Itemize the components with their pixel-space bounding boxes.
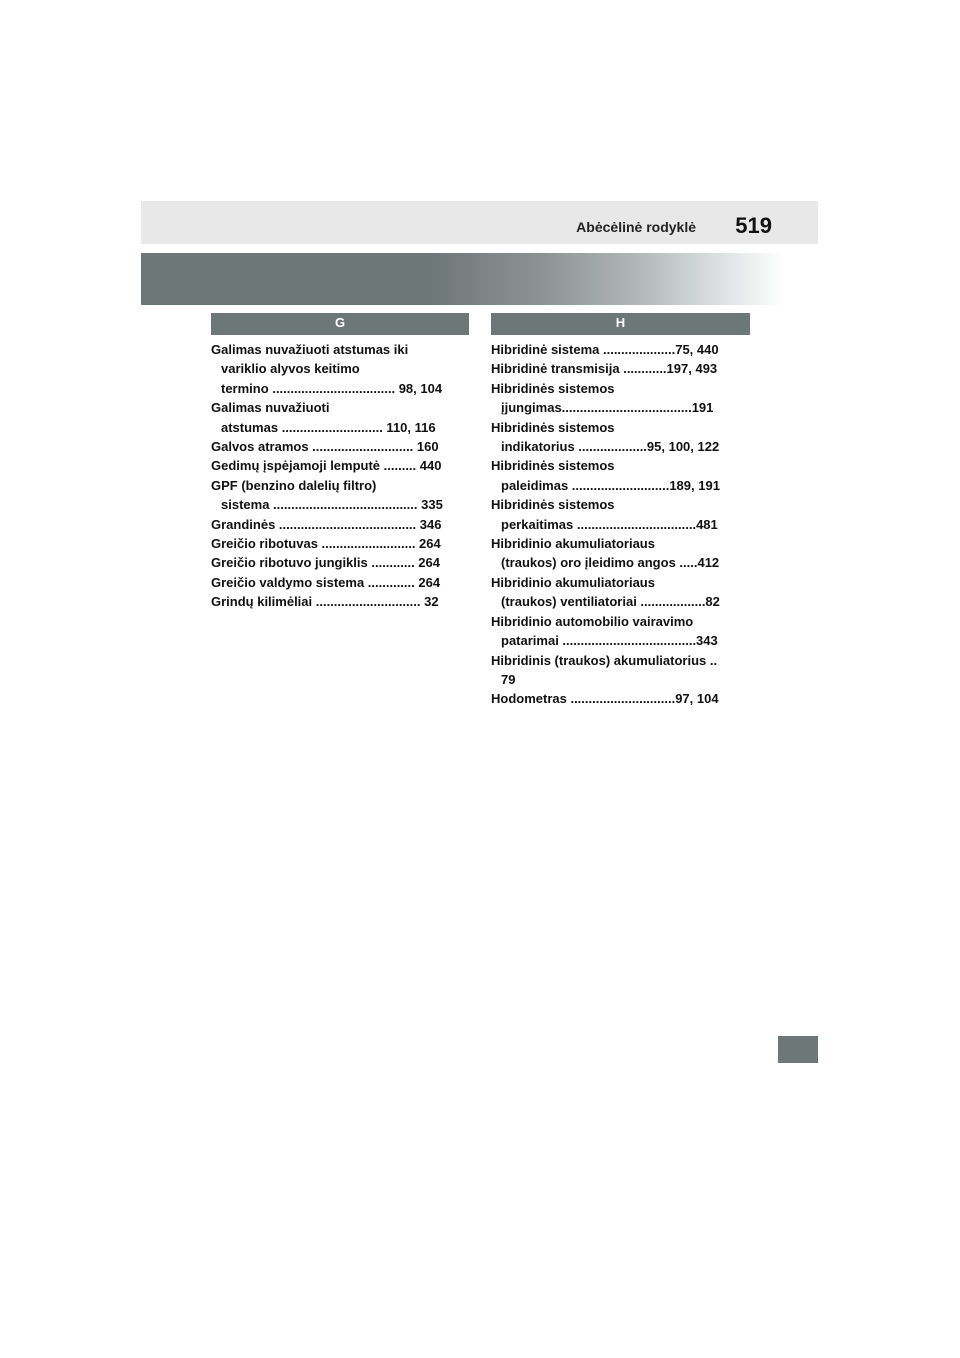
- index-entry-term: Hodometras .............................97, 104: [491, 691, 719, 707]
- index-entry-term: Greičio valdymo sistema ............. 264: [211, 574, 441, 590]
- index-entry: [491, 418, 743, 457]
- index-entry: [211, 340, 462, 398]
- index-entry-continuation: sistema ........................................ 335: [221, 497, 443, 513]
- index-entry-term: Hibridinės sistemos: [491, 458, 615, 474]
- index-entry-term: Hibridinio akumuliatoriaus: [491, 574, 655, 590]
- index-entry-continuation: termino .................................. 98, 104: [221, 380, 443, 396]
- index-entry: [211, 553, 462, 572]
- index-entry: [211, 456, 462, 475]
- index-entry: [211, 534, 462, 553]
- index-entry-term: Hibridinės sistemos: [491, 419, 615, 435]
- index-entry: [491, 340, 743, 359]
- index-entry: [211, 437, 462, 456]
- index-entry-term: Gedimų įspėjamoji lemputė ......... 440: [211, 458, 442, 474]
- index-entry-continuation: paleidimas ...........................189, 191: [501, 477, 720, 493]
- page-header: [141, 201, 818, 244]
- index-entry-term: Galvos atramos ............................ 160: [211, 439, 439, 455]
- index-entry: [491, 612, 743, 651]
- index-entry-term: Hibridinio automobilio vairavimo: [491, 613, 694, 629]
- index-entry-term: Hibridinė transmisija ............197, 493: [491, 361, 718, 377]
- index-entry-term: Hibridinis (traukos) akumuliatorius ..: [491, 652, 718, 668]
- index-entry: [211, 515, 462, 534]
- thumb-index-tab: [778, 1036, 818, 1063]
- decorative-banner: [141, 253, 784, 305]
- index-entry-term: Greičio ribotuvo jungiklis ............ 264: [211, 555, 440, 571]
- index-entry-continuation: indikatorius ...................95, 100, 122: [501, 439, 720, 455]
- index-entry-continuation: atstumas ............................ 110, 116: [221, 419, 436, 435]
- index-entry-term: Grindų kilimėliai ............................. 32: [211, 594, 439, 610]
- index-entry-term: Greičio ribotuvas .......................... 264: [211, 536, 441, 552]
- index-entry-continuation: (traukos) oro įleidimo angos .....412: [501, 555, 720, 571]
- index-entry: [491, 534, 743, 573]
- index-entry-continuation: perkaitimas .................................481: [501, 516, 718, 532]
- index-column-h: [491, 340, 743, 709]
- index-entry-term: Grandinės ...................................... 346: [211, 516, 442, 532]
- index-entry-term: GPF (benzino dalelių filtro): [211, 477, 377, 493]
- index-entry-term: Hibridinė sistema ....................75, 440: [491, 342, 719, 357]
- index-entry-continuation: variklio alyvos keitimo: [221, 361, 360, 377]
- index-entry-term: Galimas nuvažiuoti atstumas iki: [211, 342, 409, 357]
- index-entry: [491, 359, 743, 378]
- index-entry-term: Hibridinės sistemos: [491, 380, 615, 396]
- index-entry: [491, 495, 743, 534]
- index-entry-continuation: patarimai .....................................343: [501, 633, 718, 649]
- index-entry-continuation: (traukos) ventiliatoriai ..................82: [501, 594, 720, 610]
- index-entry-term: Hibridinio akumuliatoriaus: [491, 536, 655, 552]
- index-entry-continuation: 79: [501, 671, 516, 687]
- index-entry: [491, 689, 743, 708]
- page-number: 519: [735, 213, 772, 238]
- index-entry: [491, 651, 743, 690]
- index-entry: [211, 476, 462, 515]
- index-entry: [491, 573, 743, 612]
- index-entry: [211, 398, 462, 437]
- index-entry: [211, 573, 462, 592]
- index-entry-continuation: įjungimas....................................191: [501, 400, 714, 416]
- index-entry: [491, 379, 743, 418]
- index-entry: [211, 592, 462, 611]
- index-entry: [491, 456, 743, 495]
- section-title: Abėcėlinė rodyklė: [576, 219, 696, 235]
- letter-heading-h: H: [491, 313, 750, 335]
- index-column-g: [211, 340, 462, 612]
- letter-heading-g: G: [211, 313, 469, 335]
- index-entry-term: Galimas nuvažiuoti: [211, 400, 330, 416]
- index-entry-term: Hibridinės sistemos: [491, 497, 615, 513]
